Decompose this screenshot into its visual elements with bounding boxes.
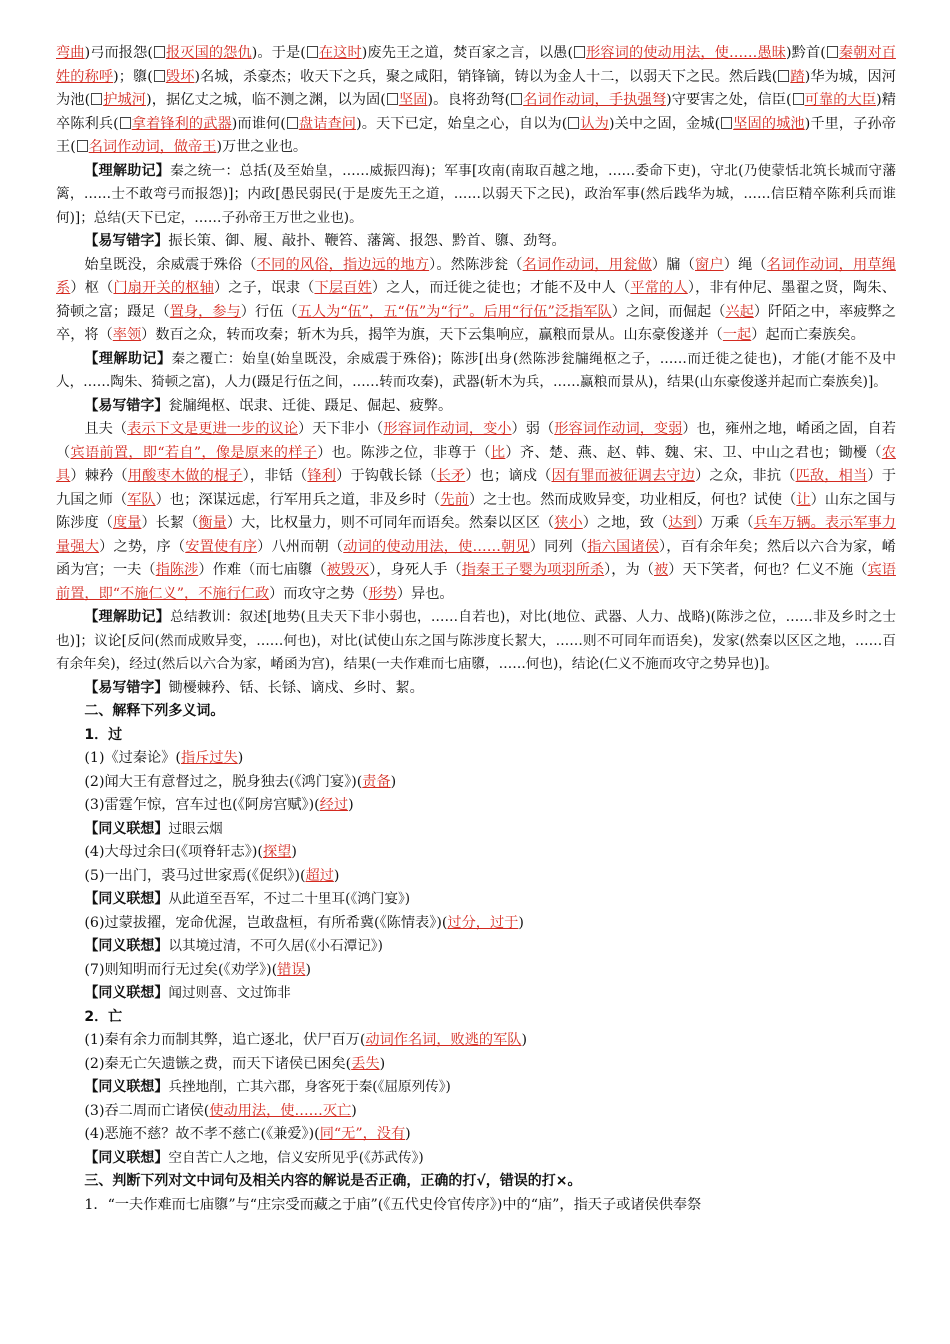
section-tag: 【易写错字】 [84,397,169,414]
text-run: ）也；谪戍（ [465,468,552,484]
annotation-text: 动词的使动用法，使……朝见 [343,538,530,555]
annotation-text: 下层百姓 [314,280,372,296]
paragraph-h3 [56,1170,896,1194]
text-run: )；隳( [113,68,153,85]
text-run: ），非铦（ [242,468,308,484]
annotation-text: 狭小 [554,515,583,531]
text-run: ）之士也。然而成败异变，功业相反，何也？试使（ [468,491,797,508]
empty-box-icon [568,117,579,129]
annotation-text: 因有罪而被征调去守边 [551,468,696,484]
text-run: )。良将劲弩( [427,92,511,108]
text-run: )关中之固，金城( [608,115,721,132]
text-run: ）天下非小（ [297,421,384,437]
text-run: ）之间，而倔起（ [611,303,726,320]
document-page [56,42,896,1217]
text-run: ）之地，致（ [582,515,669,531]
text-run: 秦之覆亡：始皇(始皇既没，余威震于殊俗)；陈涉[出身(然陈涉瓮牖绳枢之子，……而迁徙之徒也)，才能(才能不及中人，……陶朱、猗顿之富)，人力(蹑足行伍之间，……转而攻秦)，武器(斩木为兵，……赢粮而景从)，结果(山东豪俊遂并起而亡秦族矣)]。 [56,350,896,390]
annotation-text: 动词作名词，败逃的军队 [365,1032,522,1048]
section-tag: 【理解助记】 [84,350,172,367]
paragraph-p3 [56,230,896,254]
text-run: )而谁何( [231,115,286,132]
text-run: (1)《过秦论》( [84,750,181,766]
annotation-text: 五人为“伍”，五“伍”为“行”。后用“行伍”泛指军队 [297,303,612,320]
annotation-text: 在这时 [318,45,362,61]
annotation-text: 错误 [277,961,306,978]
text-run: )弓而报怨( [84,45,153,61]
annotation-text: 被 [653,562,669,578]
annotation-text: 不同的风俗，指边远的地方 [256,256,430,273]
text-run: ）作难（而七庙隳（ [198,562,327,578]
empty-box-icon [287,117,298,129]
text-run: (2)闻大王有意督过之，脱身独去(《鸿门宴》)( [84,773,363,790]
paragraph-w2f [56,1147,896,1171]
text-run: )精卒陈利兵( [56,92,896,132]
text-run: (2)秦无亡矢遗镞之费，而天下诸侯已困矣( [84,1055,352,1072]
text-run: 过眼云烟 [168,820,223,837]
text-run: ）绳（ [723,256,767,273]
annotation-text: 毁坏 [165,68,195,85]
text-run: )万世之业也。 [216,139,308,155]
text-run: ）起而亡秦族矣。 [751,327,865,343]
annotation-text: 比 [490,444,506,461]
text-run: )废先王之道，焚百家之言，以愚( [361,45,573,61]
text-run: ）齐、楚、燕、赵、韩、魏、宋、卫、中山之君也；锄櫌（ [505,444,882,461]
paragraph-w1h [56,912,896,936]
paragraph-p2 [56,160,896,231]
annotation-text: 安置使有序 [185,538,258,555]
annotation-text: 探望 [262,844,292,860]
annotation-text: 形容词作动词，变小 [383,421,512,437]
text-run: ）之势，序（ [99,538,186,555]
annotation-text: 使动用法，使……灭亡 [209,1102,352,1119]
text-run: ）同列（ [529,538,588,555]
section-tag: 【理解助记】 [84,609,171,625]
annotation-text: 报灭国的怨仇 [165,45,252,61]
empty-box-icon [827,46,838,58]
annotation-text: 指斥过失 [180,750,238,766]
text-run: ）棘矜（ [70,468,128,484]
annotation-text: 衡量 [198,515,227,531]
paragraph-w1a [56,747,896,771]
text-run: 空自苦亡人之地，信义安所见乎(《苏武传》) [168,1149,424,1166]
section-tag: 【同义联想】 [84,938,169,954]
text-run: ），身死人手（ [369,562,462,578]
text-run: ）之子，氓隶（ [213,280,315,296]
text-run: ）弱（ [511,421,555,437]
paragraph-w1j [56,959,896,983]
annotation-text: 达到 [668,515,697,531]
text-run: ）数百之众，转而攻秦；斩木为兵，揭竿为旗，天下云集响应，赢粮而景从。山东豪俊遂并（ [141,327,723,343]
paragraph-w2 [56,1006,896,1030]
text-run: ），非有仲尼、墨翟之贤，陶朱、猗顿之富；蹑足（ [56,280,896,320]
text-run: (4)恶施不慈？故不孝不慈亡(《兼爱》)( [84,1126,320,1142]
annotation-text: 一起 [722,327,752,343]
annotation-text: 形势 [368,585,397,602]
heading-text: 2．亡 [84,1008,123,1025]
annotation-text: 盘诘查问 [298,115,357,132]
text-run: ）长絜（ [141,515,199,531]
annotation-text: 名词作动词，用瓮做 [522,256,652,273]
text-run: (3)吞二周而亡诸侯( [84,1102,210,1119]
text-run: (6)过蒙拔擢，宠命优渥，岂敢盘桓，有所希冀(《陈情表》)( [84,914,448,931]
annotation-text: 锋利 [307,468,337,484]
empty-box-icon [77,140,88,152]
annotation-text: 先前 [440,491,469,508]
text-run: ）天下笑者，何也？仁义不施（ [668,562,868,578]
heading-text: 1．过 [84,726,123,743]
text-run: ) [390,773,397,790]
empty-box-icon [511,93,522,105]
annotation-text: 让 [796,491,811,508]
empty-box-icon [793,93,804,105]
text-run: ）之众，非抗（ [695,468,796,484]
annotation-text: 坚固 [398,92,428,108]
annotation-text: 农具 [56,444,896,484]
annotation-text: 置身，参与 [169,303,241,320]
paragraph-w2b [56,1053,896,1077]
paragraph-p5 [56,348,896,395]
text-run: 瓮牖绳枢、氓隶、迁徙、蹑足、倔起、疲弊。 [168,397,453,414]
annotation-text: 形容词作动词，变弱 [554,421,683,437]
paragraph-w1 [56,724,896,748]
text-run: ）异也。 [396,585,454,602]
annotation-text: 兴起 [725,303,754,320]
text-run: (5)一出门，裘马过世家焉(《促织》)( [84,867,306,884]
annotation-text: 踏 [790,68,805,85]
annotation-text: 名词作动词，用草绳系 [56,256,896,296]
text-run: ）之人，而迁徙之徒也；才能不及中人（ [371,280,631,296]
text-run: 且夫（ [84,421,128,437]
text-run: ）也，雍州之地，崤函之固，自若（ [56,421,896,461]
annotation-text: 表示下文是更进一步的议论 [127,421,298,437]
annotation-text: 过分，过于 [447,914,519,931]
annotation-text: 军队 [127,491,156,508]
text-run: ）行伍（ [240,303,298,320]
text-run: 1．“一夫作难而七庙隳”与“庄宗受而藏之于庙”(《五代史伶官传序》)中的“庙”，指天子或诸侯供奉祭 [84,1196,702,1213]
text-run: (4)大母过余曰(《项脊轩志》)( [84,844,263,860]
text-run: 兵挫地削，亡其六郡，身客死于秦(《屈原列传》) [168,1079,451,1095]
paragraph-w2e [56,1123,896,1147]
text-run: ）而攻守之势（ [269,585,369,602]
text-run: )。于是( [251,45,306,61]
empty-box-icon [778,70,789,82]
annotation-text: 同“无”，没有 [319,1126,406,1142]
annotation-text: 责备 [362,773,391,790]
section-tag: 【同义联想】 [84,985,169,1001]
annotation-text: 窗户 [694,256,724,273]
text-run: )守要害之处，信臣( [666,92,792,108]
paragraph-q1 [56,1194,896,1218]
text-run: ）八州而朝（ [257,538,344,555]
paragraph-p6 [56,395,896,419]
text-run: ）也。陈涉之位，非尊于（ [317,444,491,461]
text-run: (1)秦有余力而制其弊，追亡逐北，伏尸百万( [84,1032,366,1048]
paragraph-p8 [56,606,896,677]
text-run: 锄櫌棘矜、铦、长铩、谪戍、乡时、絜。 [168,679,424,696]
paragraph-w1f [56,865,896,889]
section-tag: 【易写错字】 [84,679,169,696]
annotation-text: 形容词的使动用法，使……愚昧 [585,45,787,61]
paragraph-w2a [56,1029,896,1053]
paragraph-h2 [56,700,896,724]
text-run: ) [351,1102,357,1119]
text-run: )千里，子孙帝王( [56,115,896,155]
text-run: ）牖（ [651,256,695,273]
text-run: 振长策、御、履、敲扑、鞭笞、藩篱、报怨、黔首、隳、劲弩。 [168,233,566,249]
text-run: 从此道至吾军，不过二十里耳(《鸿门宴》) [168,891,411,907]
heading-text: 三、判断下列对文中词句及相关内容的解说是否正确，正确的打√，错误的打×。 [84,1173,582,1189]
paragraph-w2c [56,1076,896,1100]
annotation-text: 护城河 [103,92,147,108]
paragraph-w1d [56,818,896,842]
annotation-text: 名词作动词，手执强弩 [523,92,667,108]
annotation-text: 坚固的城池 [733,115,805,132]
section-tag: 【理解助记】 [84,162,171,179]
paragraph-w1k [56,982,896,1006]
annotation-text: 门扇开关的枢轴 [113,280,214,296]
text-run: ）万乘（ [696,515,754,531]
empty-box-icon [574,46,585,58]
empty-box-icon [307,46,318,58]
text-run: ）于九国之师（ [56,468,896,508]
text-run: ）于钩戟长铩（ [336,468,437,484]
annotation-text: 平常的人 [630,280,688,296]
annotation-text: 丢失 [351,1055,380,1072]
annotation-text: 指陈涉 [155,562,199,578]
empty-box-icon [154,46,165,58]
section-tag: 【同义联想】 [84,1079,169,1095]
text-run: ) [405,1126,411,1142]
section-tag: 【易写错字】 [84,233,169,249]
text-run: 秦之统一：总括(及至始皇，……威振四海)；军事[攻南(南取百越之地，……委命下吏)，守北(乃使蒙恬北筑长城而守藩篱，……士不敢弯弓而报怨)]；内政[愚民弱民(于是废先王之道，……以弱天下之民)，政治军事(然后践华为城，……信臣精卒陈利兵而谁何)]；总结(天下已定，……子孙帝王万世之业也)。 [56,162,896,226]
empty-box-icon [387,93,398,105]
text-run: )，据亿丈之城，临不测之渊，以为固( [146,92,386,108]
paragraph-w2d [56,1100,896,1124]
text-run: ），百有余年矣；然后以六合为家，崤函为宫；一夫（ [56,538,896,578]
empty-box-icon [721,117,732,129]
text-run: (7)则知明而行无过矣(《劝学》)( [84,961,278,978]
text-run: ) [379,1055,386,1072]
paragraph-p7 [56,418,896,606]
annotation-text: 指秦王子婴为项羽所杀 [461,562,605,578]
text-run: ) [333,867,340,884]
annotation-text: 宾语前置，即“若自”，像是原来的样子 [70,444,318,461]
section-tag: 【同义联想】 [84,891,169,907]
text-run: 以其境过清，不可久居(《小石潭记》) [168,938,383,954]
annotation-text: 弯曲 [56,45,85,61]
annotation-text: 兵车万辆。表示军事力量强大 [56,515,896,555]
annotation-text: 名词作动词，做帝王 [88,139,217,155]
paragraph-p9 [56,677,896,701]
annotation-text: 超过 [305,867,334,884]
empty-box-icon [91,93,102,105]
text-run: )名城，杀豪杰；收天下之兵，聚之咸阳，销锋镝，铸以为金人十二，以弱天下之民。然后践( [194,68,778,85]
heading-text: 二、解释下列多义词。 [84,703,225,719]
paragraph-w1e [56,841,896,865]
annotation-text: 指六国诸侯 [587,538,660,555]
text-run: ）枢（ [70,280,114,296]
text-run: ）阡陌之中，率疲弊之卒，将（ [56,303,896,343]
empty-box-icon [154,70,165,82]
text-run: )。天下已定，始皇之心，自以为( [356,115,568,132]
text-run: ）大，比权量力，则不可同年而语矣。然秦以区区（ [226,515,555,531]
paragraph-p1 [56,42,896,160]
annotation-text: 匹敌，相当 [795,468,868,484]
text-run: )华为城，因河为池( [56,68,896,108]
section-tag: 【同义联想】 [84,1149,169,1166]
text-run: 闻过则喜、文过饰非 [168,985,291,1001]
text-run: )黔首( [786,45,826,61]
text-run: ）山东之国与陈涉度（ [56,491,896,531]
annotation-text: 率领 [112,327,142,343]
annotation-text: 宾语前置，即“不施仁义”，不施行仁政 [56,562,896,602]
annotation-text: 度量 [112,515,142,531]
text-run: ) [291,844,297,860]
text-run: ) [305,961,312,978]
text-run: 总结教训：叙述[地势(且夫天下非小弱也，……自若也)，对比(地位、武器、人力、战略)(陈涉之位，……非及乡时之士也)]；议论[反问(然而成败异变，……何也)，对比(试使山东之国与陈涉度长絜大，……则不可同年而语矣)，发家(然秦以区区之地，……百有余年矣)，经过(然后以六合为家，崤函为宫)，结果(一夫作难而七庙隳，……何也)，结论(仁义不施而攻守之势异也)]。 [56,609,896,672]
text-run: ）。然陈涉瓮（ [429,256,523,273]
empty-box-icon [120,117,131,129]
paragraph-p4 [56,254,896,348]
annotation-text: 可靠的大臣 [804,92,877,108]
annotation-text: 秦朝对百姓的称呼 [56,45,896,85]
annotation-text: 被毁灭 [326,562,370,578]
annotation-text: 拿着锋利的武器 [131,115,232,132]
paragraph-w1i [56,935,896,959]
text-run: ），为（ [604,562,654,578]
section-tag: 【同义联想】 [84,820,169,837]
annotation-text: 认为 [580,115,609,132]
text-run: (3)雷霆乍惊，宫车过也(《阿房宫赋》)( [84,797,320,813]
text-run: ) [237,750,244,766]
text-run: ) [518,914,524,931]
annotation-text: 用酸枣木做的棍子 [127,468,243,484]
text-run: ）也；深谋远虑，行军用兵之道，非及乡时（ [155,491,441,508]
paragraph-w1b [56,771,896,795]
paragraph-w1c [56,794,896,818]
text-run: ) [348,797,354,813]
text-run: ) [521,1032,528,1048]
paragraph-w1g [56,888,896,912]
annotation-text: 长矛 [436,468,466,484]
text-run: 始皇既没，余威震于殊俗（ [84,256,257,273]
annotation-text: 经过 [319,797,349,813]
